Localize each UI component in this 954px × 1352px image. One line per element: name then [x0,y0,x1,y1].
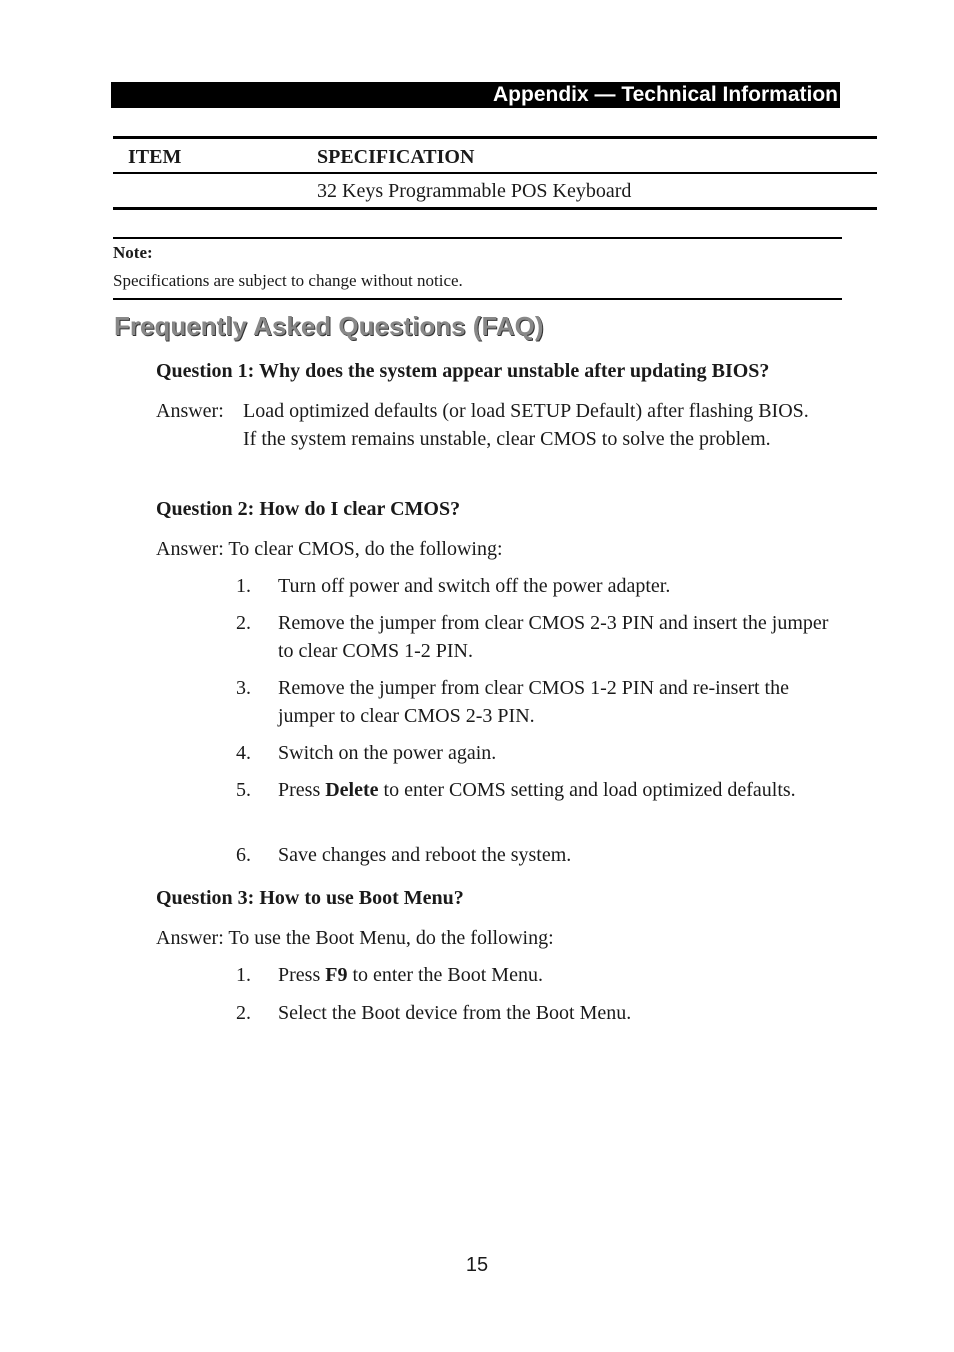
step-number: 3. [236,677,251,699]
page-number: 15 [465,1254,489,1276]
key-delete: Delete [325,779,379,801]
key-f9: F9 [325,964,348,986]
answer-1 [156,397,836,481]
note-label: Note: [113,243,153,262]
question-1: Question 1: Why does the system appear unstable after updating BIOS? [156,360,770,382]
note-text: Specifications are subject to change without notice. [113,271,463,290]
step-text-post: to enter the Boot Menu. [347,964,543,986]
step-text: Remove the jumper from clear CMOS 2-3 PIN and insert the jumper to clear COMS 1-2 PIN. [278,612,829,662]
step-number: 1. [236,575,251,597]
answer-3: Answer: To use the Boot Menu, do the following: [156,927,554,949]
step-number: 1. [236,964,251,986]
step-text: Remove the jumper from clear CMOS 1-2 PIN and re-insert the jumper to clear CMOS 2-3 PIN. [278,677,789,727]
note-bottom-rule [113,298,842,300]
faq-heading: Frequently Asked Questions (FAQ) [114,311,544,341]
column-header-specification: SPECIFICATION [317,146,475,168]
table-header-row [113,139,877,172]
step-text: Select the Boot device from the Boot Menu. [278,1002,632,1024]
step-text: Turn off power and switch off the power adapter. [278,575,671,597]
question-2: Question 2: How do I clear CMOS? [156,498,461,520]
step-text: Switch on the power again. [278,742,497,764]
step-text-pre: Press [278,964,326,986]
page-header-bar [111,82,840,108]
table-cell-specification: 32 Keys Programmable POS Keyboard [317,180,632,202]
step-number: 5. [236,779,251,801]
step-number: 4. [236,742,251,764]
step-text-post: to enter COMS setting and load optimized defaults. [378,779,796,801]
note-box [113,237,842,300]
answer-1-text: Load optimized defaults (or load SETUP Default) after flashing BIOS. If the system remains unstable, clear CMOS to solve the problem. [243,400,809,450]
column-header-item: ITEM [128,146,182,168]
question-3: Question 3: How to use Boot Menu? [156,887,464,909]
table-row [113,174,877,207]
page-header-title: Appendix — Technical Information [493,83,838,106]
step-text-pre: Press [278,779,326,801]
answer-1-label: Answer: [156,400,224,422]
step-text [278,961,838,989]
step-text: Save changes and reboot the system. [278,844,572,866]
step-text [278,776,838,804]
table-bottom-rule [113,207,877,210]
step-number: 2. [236,1002,251,1024]
answer-2: Answer: To clear CMOS, do the following: [156,538,503,560]
step-number: 2. [236,612,251,634]
step-number: 6. [236,844,251,866]
specification-table [113,136,877,210]
